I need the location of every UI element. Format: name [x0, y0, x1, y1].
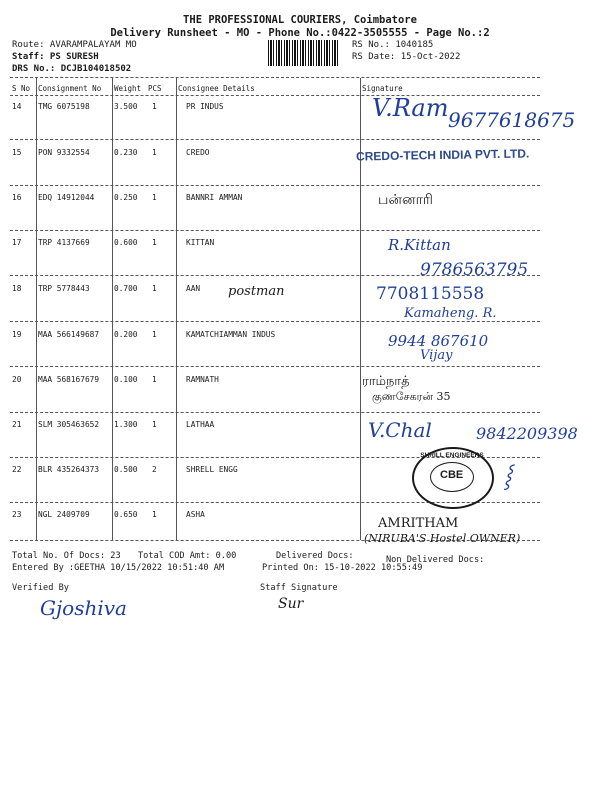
table-row-consignment: SLM 305463652: [38, 420, 100, 429]
table-row-consignment: PON 9332554: [38, 148, 90, 157]
table-row-pcs: 1: [152, 375, 157, 384]
signature-row-18-phone1: 9786563795: [420, 260, 529, 280]
table-row-weight: 1.300: [114, 420, 138, 429]
signature-row-16: பன்னாரி: [378, 192, 433, 208]
table-row-consignment: MAA 566149687: [38, 330, 100, 339]
table-row-sno: 15: [12, 148, 22, 157]
table-row-weight: 0.600: [114, 238, 138, 247]
printed-on: Printed On: 15-10-2022 10:55:49: [262, 563, 423, 573]
signature-row-21: V.Chal: [368, 418, 432, 442]
table-row-consignee: CREDO: [186, 148, 210, 157]
staff-signature-label: Staff Signature: [260, 583, 338, 593]
table-row-pcs: 1: [152, 102, 157, 111]
table-row-consignee: SHRELL ENGG: [186, 465, 238, 474]
signature-row-22: ⸾: [504, 464, 512, 489]
signature-row-14: V.Ram: [372, 94, 449, 122]
total-docs: Total No. Of Docs: 23: [12, 551, 121, 561]
table-row-weight: 3.500: [114, 102, 138, 111]
table-row-sno: 17: [12, 238, 22, 247]
drs-label: DRS No.: DCJB104018502: [12, 64, 132, 74]
signature-row-19-name: Vijay: [420, 348, 453, 363]
column-header-sno: S No: [12, 84, 31, 93]
route-label: Route: AVARAMPALAYAM MO: [12, 40, 137, 50]
company-stamp-row-15: CREDO-TECH INDIA PVT. LTD.: [355, 146, 530, 164]
table-row-weight: 0.230: [114, 148, 138, 157]
column-header-consignee: Consignee Details: [178, 84, 255, 93]
verified-by-signature: Gjoshiva: [40, 596, 127, 620]
signature-row-23-name: AMRITHAM: [378, 516, 459, 531]
table-row-consignee: PR INDUS: [186, 102, 224, 111]
column-header-weight: Weight: [114, 84, 142, 93]
signature-row-20: ராம்நாத்: [362, 374, 410, 389]
table-row-consignment: TMG 6075198: [38, 102, 90, 111]
signature-row-23-note: (NIRUBA'S Hostel OWNER): [364, 532, 521, 545]
signature-row-18-name: Kamaheng. R.: [404, 306, 497, 321]
table-row-pcs: 1: [152, 284, 157, 293]
table-row-sno: 20: [12, 375, 22, 384]
signature-row-20-name: குணசேகரன் 35: [372, 390, 451, 403]
table-row-consignment: MAA 568167679: [38, 375, 100, 384]
signature-row-14-phone: 9677618675: [448, 108, 576, 132]
column-header-consignment: Consignment No: [38, 84, 102, 93]
table-row-sno: 22: [12, 465, 22, 474]
table-row-consignee: KAMATCHIAMMAN INDUS: [186, 330, 276, 339]
table-row-weight: 0.200: [114, 330, 138, 339]
signature-row-19-phone: 9944 867610: [388, 332, 489, 350]
table-row-sno: 23: [12, 510, 22, 519]
table-row-pcs: 1: [152, 510, 157, 519]
signature-row-18-phone2: 7708115558: [376, 284, 485, 304]
table-row-consignee: BANNRI AMMAN: [186, 193, 243, 202]
table-row-consignee: KITTAN: [186, 238, 215, 247]
table-row-pcs: 1: [152, 193, 157, 202]
stamp-ring-text: SHRILL ENGINEERS: [420, 452, 484, 459]
signature-row-17: R.Kittan: [388, 236, 451, 254]
stamp-center-text: CBE: [440, 469, 464, 481]
page-title: THE PROFESSIONAL COURIERS, Coimbatore: [183, 14, 417, 26]
table-row-consignment: TRP 4137669: [38, 238, 90, 247]
table-row-sno: 19: [12, 330, 22, 339]
staff-signature: Sur: [278, 596, 304, 612]
table-row-weight: 0.100: [114, 375, 138, 384]
non-delivered-docs: Non Delivered Docs:: [386, 555, 485, 565]
table-row-consignment: EDQ 14912044: [38, 193, 95, 202]
table-row-weight: 0.700: [114, 284, 138, 293]
delivered-docs: Delivered Docs:: [276, 551, 354, 561]
table-row-sno: 18: [12, 284, 22, 293]
table-row-consignment: BLR 435264373: [38, 465, 100, 474]
table-row-pcs: 1: [152, 330, 157, 339]
table-row-pcs: 2: [152, 465, 157, 474]
column-header-pcs: PCS: [148, 84, 162, 93]
page-subtitle: Delivery Runsheet - MO - Phone No.:0422-3505555 - Page No.:2: [110, 27, 490, 39]
entered-by: Entered By :GEETHA 10/15/2022 10:51:40 AM: [12, 563, 225, 573]
rs-number: RS No.: 1040185: [352, 40, 434, 50]
barcode: [268, 40, 340, 66]
table-row-pcs: 1: [152, 238, 157, 247]
table-row-consignee: RAMNATH: [186, 375, 219, 384]
table-row-sno: 14: [12, 102, 22, 111]
column-header-signature: Signature: [362, 84, 403, 93]
table-row-weight: 0.500: [114, 465, 138, 474]
staff-label: Staff: PS SURESH: [12, 52, 99, 62]
note-row-18: postman: [228, 284, 285, 299]
table-row-pcs: 1: [152, 148, 157, 157]
total-cod: Total COD Amt: 0.00: [138, 551, 237, 561]
table-row-weight: 0.650: [114, 510, 138, 519]
table-row-weight: 0.250: [114, 193, 138, 202]
table-row-consignment: NGL 2409709: [38, 510, 90, 519]
table-row-sno: 21: [12, 420, 22, 429]
table-row-consignee: LATHAA: [186, 420, 215, 429]
verified-by-label: Verified By: [12, 583, 69, 593]
signature-row-21-phone: 9842209398: [476, 424, 578, 443]
table-row-consignee: ASHA: [186, 510, 205, 519]
table-row-consignment: TRP 5778443: [38, 284, 90, 293]
table-row-consignee: AAN: [186, 284, 201, 293]
table-row-pcs: 1: [152, 420, 157, 429]
rs-date: RS Date: 15-Oct-2022: [352, 52, 461, 62]
table-row-sno: 16: [12, 193, 22, 202]
